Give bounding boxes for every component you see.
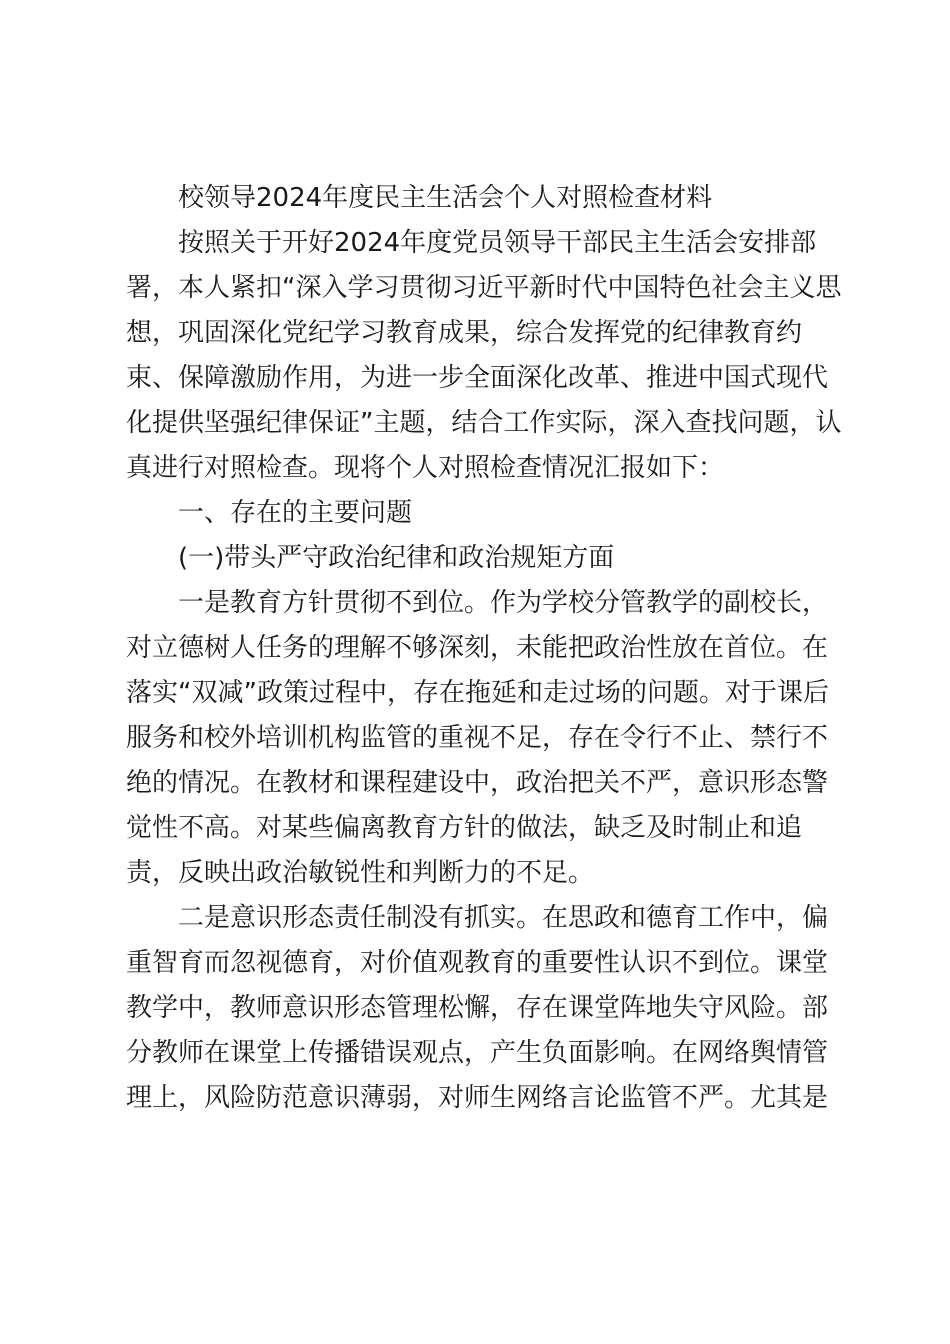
text-line: 一是教育方针贯彻不到位。作为学校分管教学的副校长， <box>178 588 829 618</box>
intro-paragraph <box>126 221 842 491</box>
text-line: 教学中，教师意识形态管理松懈，存在课堂阵地失守风险。部 <box>126 993 829 1023</box>
text-line: 重智育而忽视德育，对价值观教育的重要性认识不到位。课堂 <box>126 948 829 978</box>
text-line: 二是意识形态责任制没有抓实。在思政和德育工作中，偏 <box>178 903 829 933</box>
text-line: 署，本人紧扣“深入学习贯彻习近平新时代中国特色社会主义思 <box>126 273 842 303</box>
subsection-heading: (一)带头严守政治纪律和政治规矩方面 <box>178 543 615 573</box>
text-line: 觉性不高。对某些偏离教育方针的做法，缺乏及时制止和追 <box>126 813 803 843</box>
text-line: 绝的情况。在教材和课程建设中，政治把关不严，意识形态警 <box>126 768 829 798</box>
text-line: 理上，风险防范意识薄弱，对师生网络言论监管不严。尤其是 <box>126 1083 829 1113</box>
text-line: 责，反映出政治敏锐性和判断力的不足。 <box>126 858 595 888</box>
body-paragraph-1 <box>126 581 832 896</box>
text-line: 分教师在课堂上传播错误观点，产生负面影响。在网络舆情管 <box>126 1038 829 1068</box>
text-line: 对立德树人任务的理解不够深刻，未能把政治性放在首位。在 <box>126 633 829 663</box>
text-line: 真进行对照检查。现将个人对照检查情况汇报如下： <box>126 453 725 483</box>
text-line: 束、保障激励作用，为进一步全面深化改革、推进中国式现代 <box>126 363 829 393</box>
text-line: 化提供坚强纪律保证”主题，结合工作实际，深入查找问题，认 <box>126 408 842 438</box>
text-line: 服务和校外培训机构监管的重视不足，存在令行不止、禁行不 <box>126 723 829 753</box>
text-line: 按照关于开好2024年度党员领导干部民主生活会安排部 <box>178 228 817 258</box>
text-line: 落实“双减”政策过程中，存在拖延和走过场的问题。对于课后 <box>126 678 829 708</box>
document-title: 校领导2024年度民主生活会个人对照检查材料 <box>178 183 713 213</box>
document-page <box>126 176 842 1121</box>
text-line: 想，巩固深化党纪学习教育成果，综合发挥党的纪律教育约 <box>126 318 803 348</box>
section-heading: 一、存在的主要问题 <box>178 498 413 528</box>
body-paragraph-2 <box>126 896 832 1121</box>
